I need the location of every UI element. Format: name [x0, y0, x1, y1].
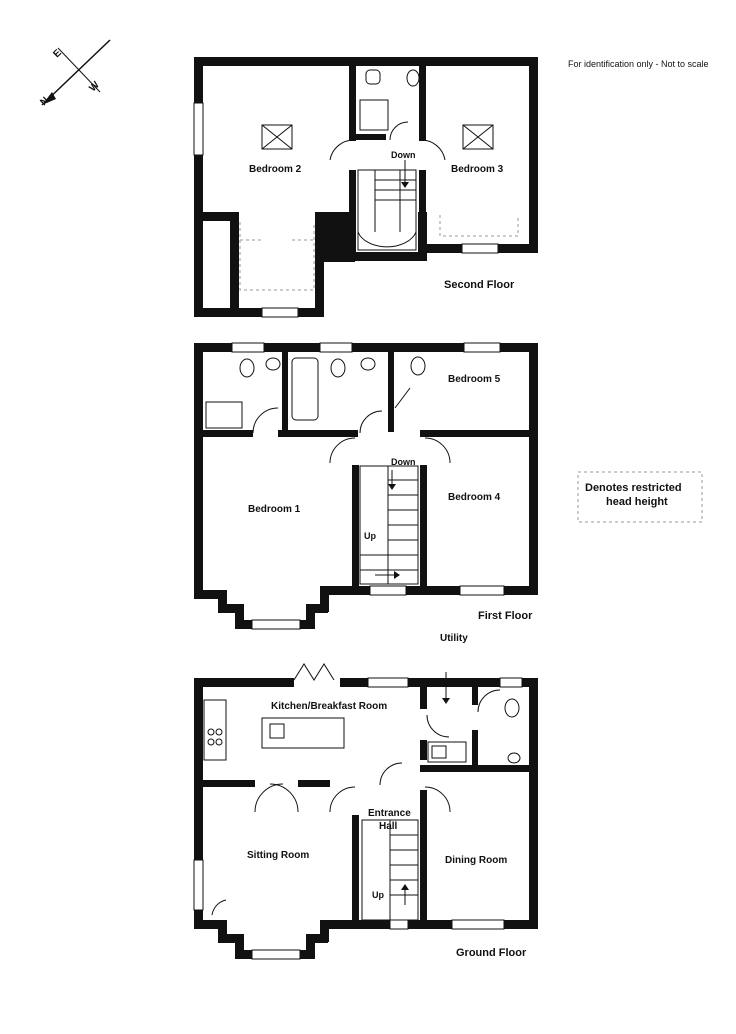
compass-w-label: W: [87, 79, 102, 95]
legend-line-1: Denotes restricted: [585, 482, 682, 494]
bedroom-1-label: Bedroom 1: [248, 504, 301, 515]
ground-floor-up-label: Up: [372, 890, 384, 900]
ground-floor-title: Ground Floor: [456, 947, 527, 959]
compass-n-label: N: [38, 95, 52, 109]
restricted-height-legend: [578, 472, 702, 522]
ground-floor-plan: [194, 633, 538, 959]
entrance-label-line1: Entrance: [368, 808, 411, 819]
legend-line-2: head height: [606, 496, 668, 508]
first-floor-title: First Floor: [478, 610, 533, 622]
bedroom-5-label: Bedroom 5: [448, 374, 501, 385]
dining-room-label: Dining Room: [445, 855, 508, 866]
compass-e-label: E: [51, 47, 64, 61]
bedroom-3-label: Bedroom 3: [451, 164, 504, 175]
entrance-label-line2: Hall: [379, 821, 398, 832]
utility-label: Utility: [440, 633, 468, 644]
first-floor-down-label: Down: [391, 457, 416, 467]
sitting-room-label: Sitting Room: [247, 850, 310, 861]
second-floor-title: Second Floor: [444, 279, 515, 291]
second-floor-plan: [194, 57, 538, 317]
bedroom-4-label: Bedroom 4: [448, 492, 501, 503]
first-floor-plan: [194, 343, 538, 629]
kitchen-label: Kitchen/Breakfast Room: [271, 701, 388, 712]
first-floor-up-label: Up: [364, 531, 376, 541]
second-floor-down-label: Down: [391, 150, 416, 160]
disclaimer-text: For identification only - Not to scale: [568, 59, 709, 69]
compass-icon: [38, 40, 110, 108]
bedroom-2-label: Bedroom 2: [249, 164, 302, 175]
